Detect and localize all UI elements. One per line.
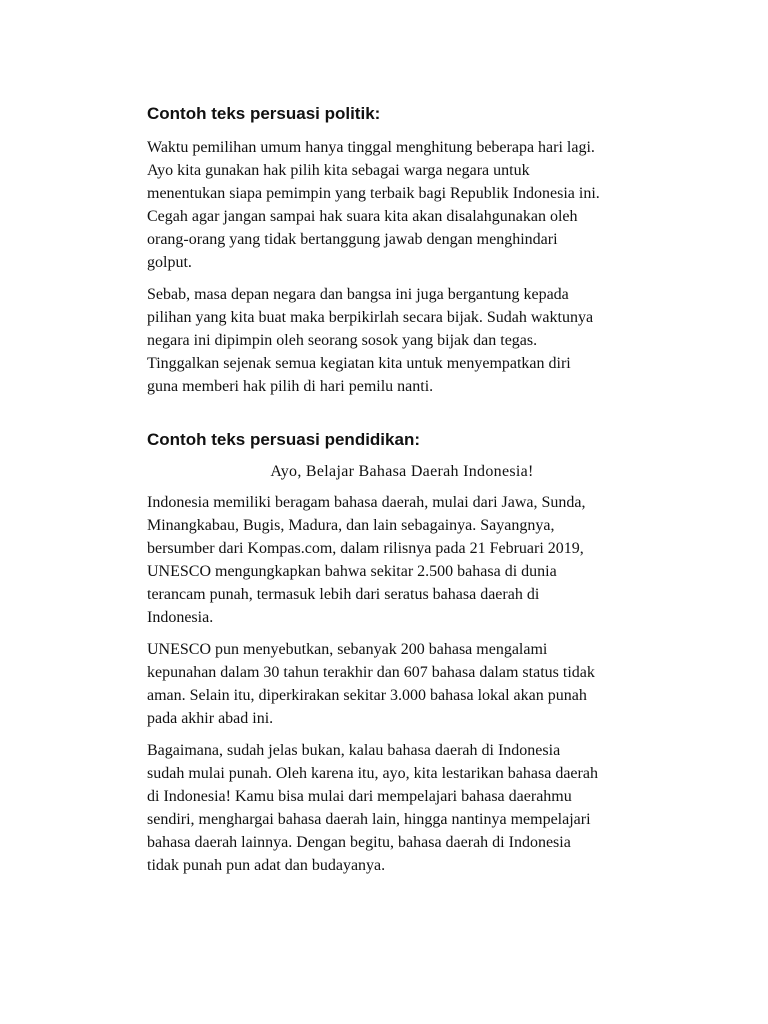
text-line: di Indonesia! Kamu bisa mulai dari mempelajari bahasa daerahmu xyxy=(147,788,572,805)
paragraph-pendidikan-2 xyxy=(147,638,667,730)
text-line: tidak punah pun adat dan budayanya. xyxy=(147,857,386,874)
text-line: bersumber dari Kompas.com, dalam rilisnya pada 21 Februari 2019, xyxy=(147,540,584,557)
text-line: bahasa daerah lainnya. Dengan begitu, bahasa daerah di Indonesia xyxy=(147,834,571,851)
text-line: UNESCO mengungkapkan bahwa sekitar 2.500 bahasa di dunia xyxy=(147,563,557,580)
paragraph-politik-2 xyxy=(147,283,667,398)
text-line: guna memberi hak pilih di hari pemilu nanti. xyxy=(147,378,434,395)
text-line: menentukan siapa pemimpin yang terbaik bagi Republik Indonesia ini. xyxy=(147,185,600,202)
paragraph-pendidikan-3 xyxy=(147,739,667,877)
text-line: aman. Selain itu, diperkirakan sekitar 3.000 bahasa lokal akan punah xyxy=(147,687,587,704)
text-line: sendiri, menghargai bahasa daerah lain, hingga nantinya mempelajari xyxy=(147,811,591,828)
article-title: Ayo, Belajar Bahasa Daerah Indonesia! xyxy=(270,463,534,480)
paragraph-politik-1 xyxy=(147,136,667,274)
text-line: orang-orang yang tidak bertanggung jawab dengan menghindari xyxy=(147,231,558,248)
text-line: Ayo kita gunakan hak pilih kita sebagai warga negara untuk xyxy=(147,162,530,179)
text-line: pilihan yang kita buat maka berpikirlah secara bijak. Sudah waktunya xyxy=(147,309,594,326)
text-line: Minangkabau, Bugis, Madura, dan lain sebagainya. Sayangnya, xyxy=(147,517,555,534)
text-line: golput. xyxy=(147,254,192,271)
text-line: pada akhir abad ini. xyxy=(147,710,274,727)
section-heading-politik: Contoh teks persuasi politik: xyxy=(147,104,381,123)
paragraph-pendidikan-1 xyxy=(147,491,667,629)
text-line: Waktu pemilihan umum hanya tinggal menghitung beberapa hari lagi. xyxy=(147,139,595,156)
text-line: Tinggalkan sejenak semua kegiatan kita untuk menyempatkan diri xyxy=(147,355,571,372)
section-heading-pendidikan: Contoh teks persuasi pendidikan: xyxy=(147,430,420,449)
document-page xyxy=(147,0,667,886)
text-line: negara ini dipimpin oleh seorang sosok yang bijak dan tegas. xyxy=(147,332,538,349)
text-line: Indonesia. xyxy=(147,609,214,626)
text-line: Sebab, masa depan negara dan bangsa ini juga bergantung kepada xyxy=(147,286,569,303)
text-line: UNESCO pun menyebutkan, sebanyak 200 bahasa mengalami xyxy=(147,641,548,658)
text-line: Bagaimana, sudah jelas bukan, kalau bahasa daerah di Indonesia xyxy=(147,742,561,759)
text-line: terancam punah, termasuk lebih dari seratus bahasa daerah di xyxy=(147,586,540,603)
text-line: kepunahan dalam 30 tahun terakhir dan 607 bahasa dalam status tidak xyxy=(147,664,595,681)
text-line: Indonesia memiliki beragam bahasa daerah, mulai dari Jawa, Sunda, xyxy=(147,494,586,511)
text-line: Cegah agar jangan sampai hak suara kita akan disalahgunakan oleh xyxy=(147,208,578,225)
text-line: sudah mulai punah. Oleh karena itu, ayo, kita lestarikan bahasa daerah xyxy=(147,765,598,782)
